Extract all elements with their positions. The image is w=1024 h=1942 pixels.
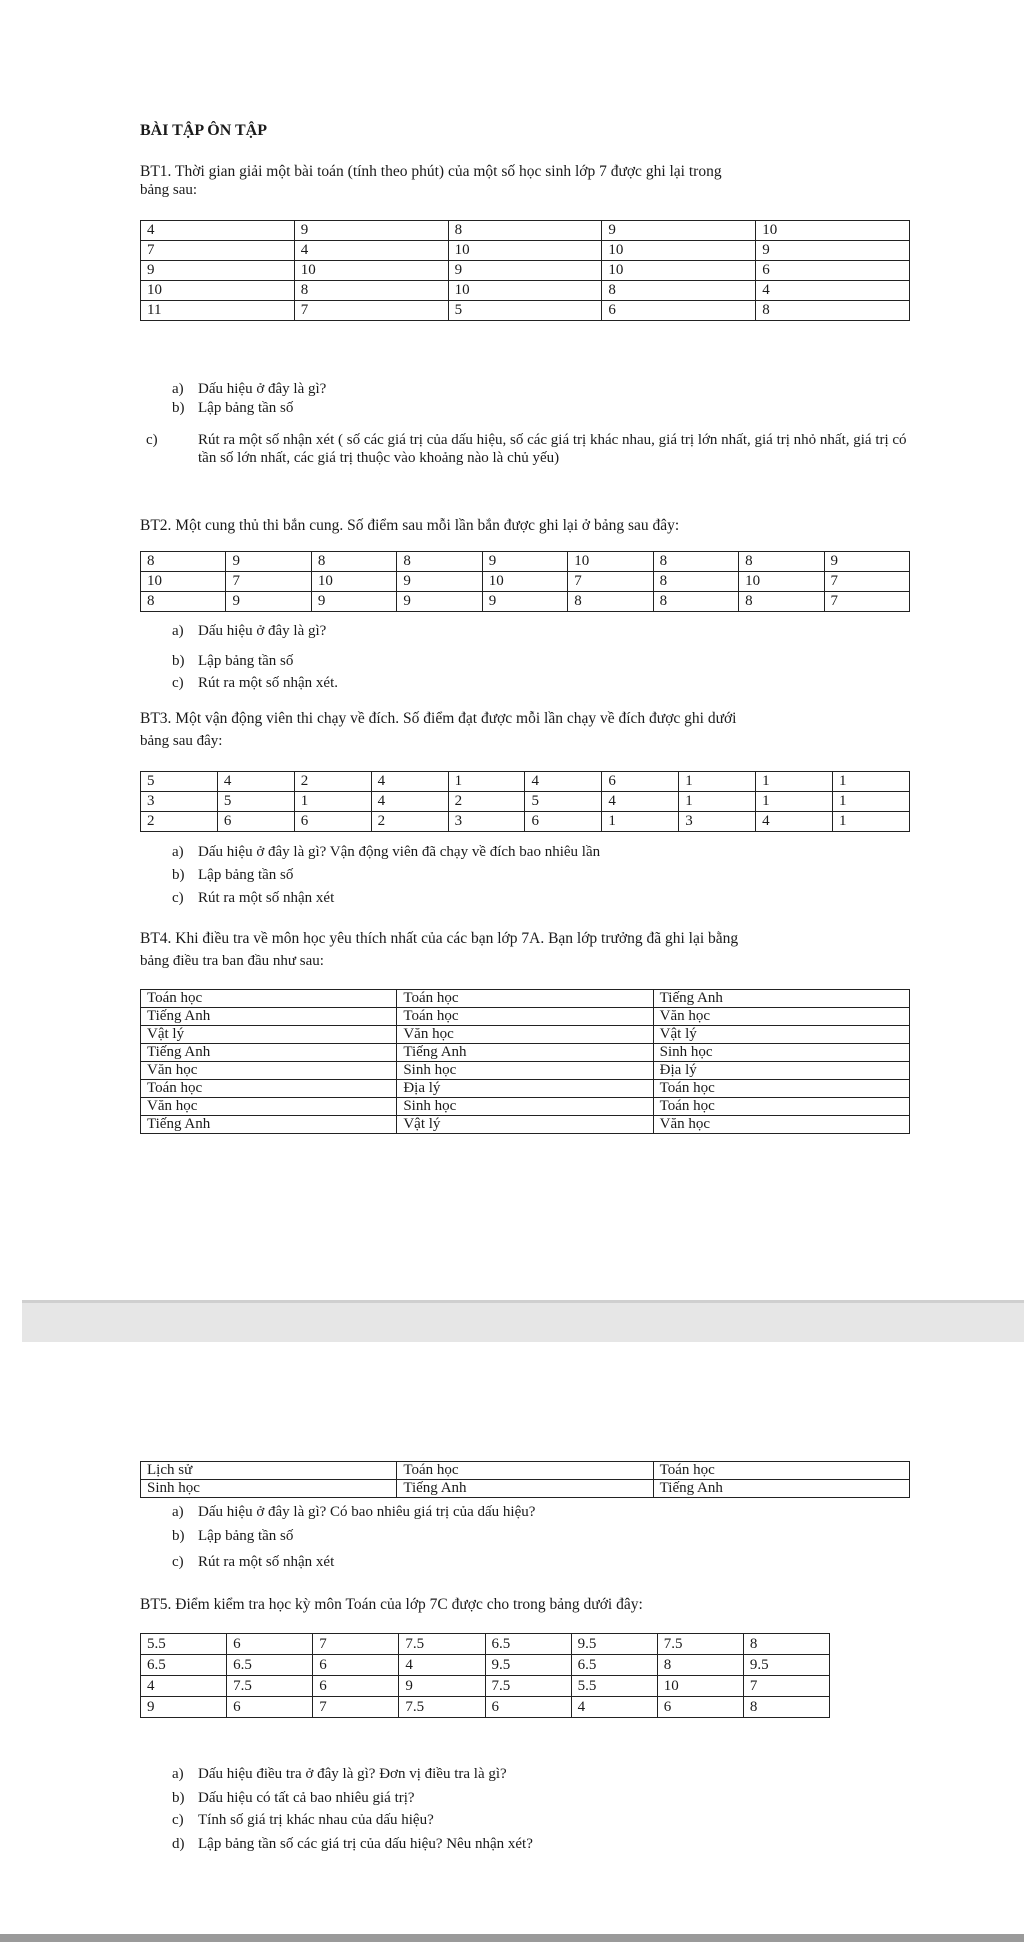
table-cell: 10 bbox=[311, 572, 396, 592]
table-cell: 10 bbox=[756, 221, 910, 241]
table-cell: Văn học bbox=[141, 1062, 397, 1080]
table-cell: 7.5 bbox=[399, 1697, 485, 1718]
bt3-heading-line2: bảng sau đây: bbox=[140, 733, 223, 749]
table-cell: 5 bbox=[525, 792, 602, 812]
table-cell: 7.5 bbox=[485, 1676, 571, 1697]
table-row bbox=[141, 990, 910, 1008]
table-cell: 7 bbox=[141, 241, 295, 261]
bt3-question-b: b) Lập bảng tần số bbox=[172, 867, 294, 883]
bt3-question-c: c) Rút ra một số nhận xét bbox=[172, 890, 335, 906]
table-cell: 9 bbox=[141, 1697, 227, 1718]
table-cell: Sinh học bbox=[397, 1062, 653, 1080]
table-row bbox=[141, 301, 910, 321]
table-row bbox=[141, 572, 910, 592]
table-cell: 10 bbox=[602, 241, 756, 261]
table-cell: 6 bbox=[313, 1676, 399, 1697]
bt2-table bbox=[140, 551, 910, 612]
table-cell: 6 bbox=[485, 1697, 571, 1718]
table-cell: Vật lý bbox=[141, 1026, 397, 1044]
table-cell: 4 bbox=[371, 772, 448, 792]
table-cell: Sinh học bbox=[653, 1044, 909, 1062]
table-cell: 6 bbox=[227, 1697, 313, 1718]
table-row bbox=[141, 1480, 910, 1498]
table-cell: Địa lý bbox=[397, 1080, 653, 1098]
table-row bbox=[141, 552, 910, 572]
table-row bbox=[141, 1062, 910, 1080]
table-cell: 1 bbox=[679, 792, 756, 812]
table-cell: Tiếng Anh bbox=[397, 1480, 653, 1498]
table-cell: 1 bbox=[602, 812, 679, 832]
bt5-question-c: c) Tính số giá trị khác nhau của dấu hiệu? bbox=[172, 1812, 434, 1828]
table-cell: 4 bbox=[571, 1697, 657, 1718]
table-cell: 5 bbox=[217, 792, 294, 812]
table-cell: 6.5 bbox=[485, 1634, 571, 1655]
table-row bbox=[141, 1676, 830, 1697]
table-cell: Văn học bbox=[141, 1098, 397, 1116]
table-cell: 7 bbox=[824, 592, 910, 612]
bt5-heading: BT5. Điểm kiểm tra học kỳ môn Toán của lớp 7C được cho trong bảng dưới đây: bbox=[140, 1596, 643, 1613]
table-cell: 9 bbox=[482, 552, 567, 572]
bt4-heading: BT4. Khi điều tra về môn học yêu thích nhất của các bạn lớp 7A. Bạn lớp trưởng đã ghi lại bằng bbox=[140, 930, 739, 947]
table-row bbox=[141, 1008, 910, 1026]
table-cell: Văn học bbox=[397, 1026, 653, 1044]
bt5-question-d: d) Lập bảng tần số các giá trị của dấu hiệu? Nêu nhận xét? bbox=[172, 1836, 533, 1852]
table-cell: 8 bbox=[739, 552, 824, 572]
table-cell: 2 bbox=[448, 792, 525, 812]
document-title: BÀI TẬP ÔN TẬP bbox=[140, 122, 267, 139]
table-cell: 4 bbox=[525, 772, 602, 792]
table-cell: 4 bbox=[294, 241, 448, 261]
bt4-table bbox=[140, 989, 910, 1134]
table-cell: Toán học bbox=[397, 990, 653, 1008]
table-cell: 8 bbox=[448, 221, 602, 241]
table-cell: 9 bbox=[824, 552, 910, 572]
page-gap-shadow bbox=[22, 1300, 1024, 1303]
table-cell: 5 bbox=[141, 772, 218, 792]
bt3-question-a: a) Dấu hiệu ở đây là gì? Vận động viên đã chạy về đích bao nhiêu lần bbox=[172, 844, 601, 860]
table-cell: 3 bbox=[141, 792, 218, 812]
table-cell: 1 bbox=[679, 772, 756, 792]
table-cell: Vật lý bbox=[397, 1116, 653, 1134]
page-gap bbox=[22, 1300, 1024, 1342]
table-cell: 10 bbox=[602, 261, 756, 281]
table-cell: 1 bbox=[756, 792, 833, 812]
table-cell: Văn học bbox=[653, 1116, 909, 1134]
table-cell: 9 bbox=[482, 592, 567, 612]
table-cell: 9.5 bbox=[571, 1634, 657, 1655]
table-row bbox=[141, 1044, 910, 1062]
bt4-question-c: c) Rút ra một số nhận xét bbox=[172, 1554, 335, 1570]
table-cell: 7 bbox=[743, 1676, 829, 1697]
table-cell: 1 bbox=[294, 792, 371, 812]
table-cell: 2 bbox=[371, 812, 448, 832]
table-cell: Toán học bbox=[653, 1098, 909, 1116]
table-cell: 6 bbox=[227, 1634, 313, 1655]
bt2-question-c: c) Rút ra một số nhận xét. bbox=[172, 675, 338, 691]
table-cell: Tiếng Anh bbox=[141, 1044, 397, 1062]
table-cell: 6 bbox=[657, 1697, 743, 1718]
table-cell: 7 bbox=[226, 572, 311, 592]
table-cell: 7 bbox=[824, 572, 910, 592]
table-cell: 5.5 bbox=[141, 1634, 227, 1655]
table-cell: 10 bbox=[448, 281, 602, 301]
table-cell: 9 bbox=[756, 241, 910, 261]
table-cell: 9 bbox=[397, 592, 482, 612]
table-cell: 4 bbox=[756, 812, 833, 832]
table-cell: 11 bbox=[141, 301, 295, 321]
table-cell: 4 bbox=[756, 281, 910, 301]
table-cell: 10 bbox=[657, 1676, 743, 1697]
table-row bbox=[141, 792, 910, 812]
bt5-question-a: a) Dấu hiệu điều tra ở đây là gì? Đơn vị điều tra là gì? bbox=[172, 1766, 507, 1782]
table-row bbox=[141, 1026, 910, 1044]
table-cell: 10 bbox=[294, 261, 448, 281]
bt4-table-continued bbox=[140, 1461, 910, 1498]
bt5-question-b: b) Dấu hiệu có tất cả bao nhiêu giá trị? bbox=[172, 1790, 415, 1806]
table-cell: 8 bbox=[141, 552, 226, 572]
table-row bbox=[141, 1098, 910, 1116]
table-cell: 8 bbox=[743, 1697, 829, 1718]
table-cell: 10 bbox=[448, 241, 602, 261]
table-row bbox=[141, 1080, 910, 1098]
table-cell: 7 bbox=[294, 301, 448, 321]
table-cell: 4 bbox=[141, 1676, 227, 1697]
table-cell: 8 bbox=[568, 592, 653, 612]
table-row bbox=[141, 1655, 830, 1676]
table-cell: 8 bbox=[311, 552, 396, 572]
table-cell: 8 bbox=[756, 301, 910, 321]
table-cell: 4 bbox=[141, 221, 295, 241]
table-cell: 2 bbox=[141, 812, 218, 832]
table-row bbox=[141, 1634, 830, 1655]
table-cell: Tiếng Anh bbox=[141, 1116, 397, 1134]
table-cell: 4 bbox=[371, 792, 448, 812]
table-cell: 10 bbox=[141, 572, 226, 592]
table-cell: 7.5 bbox=[399, 1634, 485, 1655]
table-cell: 9 bbox=[226, 552, 311, 572]
table-row bbox=[141, 261, 910, 281]
table-cell: 3 bbox=[448, 812, 525, 832]
table-cell: 8 bbox=[653, 592, 738, 612]
bt5-table bbox=[140, 1633, 830, 1718]
table-cell: 9 bbox=[294, 221, 448, 241]
table-cell: 6 bbox=[525, 812, 602, 832]
table-cell: 8 bbox=[657, 1655, 743, 1676]
bt1-table bbox=[140, 220, 910, 321]
table-cell: 7.5 bbox=[657, 1634, 743, 1655]
bt1-question-b: b) Lập bảng tần số bbox=[172, 400, 294, 416]
table-cell: Địa lý bbox=[653, 1062, 909, 1080]
table-cell: Sinh học bbox=[141, 1480, 397, 1498]
table-cell: 9 bbox=[397, 572, 482, 592]
table-row bbox=[141, 241, 910, 261]
bt1-heading-line2: bảng sau: bbox=[140, 182, 198, 198]
table-cell: 9.5 bbox=[485, 1655, 571, 1676]
table-cell: Tiếng Anh bbox=[397, 1044, 653, 1062]
table-cell: Tiếng Anh bbox=[141, 1008, 397, 1026]
table-cell: 6.5 bbox=[227, 1655, 313, 1676]
bt4-question-b: b) Lập bảng tần số bbox=[172, 1528, 294, 1544]
table-row bbox=[141, 221, 910, 241]
table-cell: 7 bbox=[568, 572, 653, 592]
table-cell: 3 bbox=[679, 812, 756, 832]
bt4-heading-line2: bảng điều tra ban đầu như sau: bbox=[140, 953, 324, 969]
table-row bbox=[141, 1697, 830, 1718]
table-cell: 1 bbox=[448, 772, 525, 792]
table-cell: Toán học bbox=[397, 1462, 653, 1480]
table-row bbox=[141, 1116, 910, 1134]
table-cell: 6 bbox=[602, 301, 756, 321]
table-cell: 1 bbox=[833, 792, 910, 812]
table-cell: 7 bbox=[313, 1634, 399, 1655]
table-cell: 6 bbox=[602, 772, 679, 792]
table-cell: 8 bbox=[739, 592, 824, 612]
table-cell: 6 bbox=[294, 812, 371, 832]
bt3-heading: BT3. Một vận động viên thi chạy về đích. Số điểm đạt được mỗi lần chạy về đích được ghi dưới bbox=[140, 710, 737, 727]
bt2-question-a: a) Dấu hiệu ở đây là gì? bbox=[172, 623, 327, 639]
table-cell: 8 bbox=[743, 1634, 829, 1655]
table-cell: 10 bbox=[568, 552, 653, 572]
table-row bbox=[141, 772, 910, 792]
bt1-question-c: c) Rút ra một số nhận xét ( số các giá trị của dấu hiệu, số các giá trị khác nhau, giá trị lớn nhất, giá trị nhỏ nhất, giá trị có tần số lớn nhất, các giá trị thuộc vào khoảng nào là chủ yếu) bbox=[146, 432, 907, 466]
table-cell: 9 bbox=[141, 261, 295, 281]
table-cell: 8 bbox=[141, 592, 226, 612]
table-cell: 2 bbox=[294, 772, 371, 792]
table-cell: 9 bbox=[602, 221, 756, 241]
table-cell: 6 bbox=[313, 1655, 399, 1676]
bottom-scroll-edge bbox=[0, 1934, 1024, 1942]
table-cell: Lịch sử bbox=[141, 1462, 397, 1480]
bt1-heading: BT1. Thời gian giải một bài toán (tính theo phút) của một số học sinh lớp 7 được ghi lại trong bbox=[140, 163, 722, 180]
table-cell: 6 bbox=[756, 261, 910, 281]
table-cell: 8 bbox=[397, 552, 482, 572]
table-cell: Tiếng Anh bbox=[653, 990, 909, 1008]
table-cell: 9 bbox=[448, 261, 602, 281]
bt3-table bbox=[140, 771, 910, 832]
table-cell: Toán học bbox=[653, 1462, 909, 1480]
bt2-heading: BT2. Một cung thủ thi bắn cung. Số điểm sau mỗi lần bắn được ghi lại ở bảng sau đây: bbox=[140, 517, 680, 534]
table-cell: 9.5 bbox=[743, 1655, 829, 1676]
table-row bbox=[141, 812, 910, 832]
table-cell: 8 bbox=[294, 281, 448, 301]
table-cell: Văn học bbox=[653, 1008, 909, 1026]
table-cell: 4 bbox=[217, 772, 294, 792]
table-row bbox=[141, 281, 910, 301]
table-cell: Toán học bbox=[397, 1008, 653, 1026]
table-cell: 7.5 bbox=[227, 1676, 313, 1697]
table-cell: 4 bbox=[602, 792, 679, 812]
table-row bbox=[141, 592, 910, 612]
table-cell: 5.5 bbox=[571, 1676, 657, 1697]
table-cell: 9 bbox=[399, 1676, 485, 1697]
table-cell: 8 bbox=[653, 572, 738, 592]
table-cell: 8 bbox=[602, 281, 756, 301]
table-cell: 10 bbox=[739, 572, 824, 592]
table-cell: 1 bbox=[756, 772, 833, 792]
bt1-question-a: a) Dấu hiệu ở đây là gì? bbox=[172, 381, 327, 397]
table-cell: 5 bbox=[448, 301, 602, 321]
table-cell: Tiếng Anh bbox=[653, 1480, 909, 1498]
table-cell: Vật lý bbox=[653, 1026, 909, 1044]
table-cell: Toán học bbox=[141, 990, 397, 1008]
table-cell: 4 bbox=[399, 1655, 485, 1676]
table-cell: 6.5 bbox=[141, 1655, 227, 1676]
table-cell: Toán học bbox=[141, 1080, 397, 1098]
table-cell: 6.5 bbox=[571, 1655, 657, 1676]
table-cell: Sinh học bbox=[397, 1098, 653, 1116]
table-cell: 10 bbox=[482, 572, 567, 592]
table-cell: 9 bbox=[311, 592, 396, 612]
table-cell: 6 bbox=[217, 812, 294, 832]
table-row bbox=[141, 1462, 910, 1480]
table-cell: 9 bbox=[226, 592, 311, 612]
bt4-question-a: a) Dấu hiệu ở đây là gì? Có bao nhiêu giá trị của dấu hiệu? bbox=[172, 1504, 536, 1520]
table-cell: 8 bbox=[653, 552, 738, 572]
table-cell: 1 bbox=[833, 772, 910, 792]
table-cell: 7 bbox=[313, 1697, 399, 1718]
table-cell: 10 bbox=[141, 281, 295, 301]
table-cell: Toán học bbox=[653, 1080, 909, 1098]
bt2-question-b: b) Lập bảng tần số bbox=[172, 653, 294, 669]
table-cell: 1 bbox=[833, 812, 910, 832]
